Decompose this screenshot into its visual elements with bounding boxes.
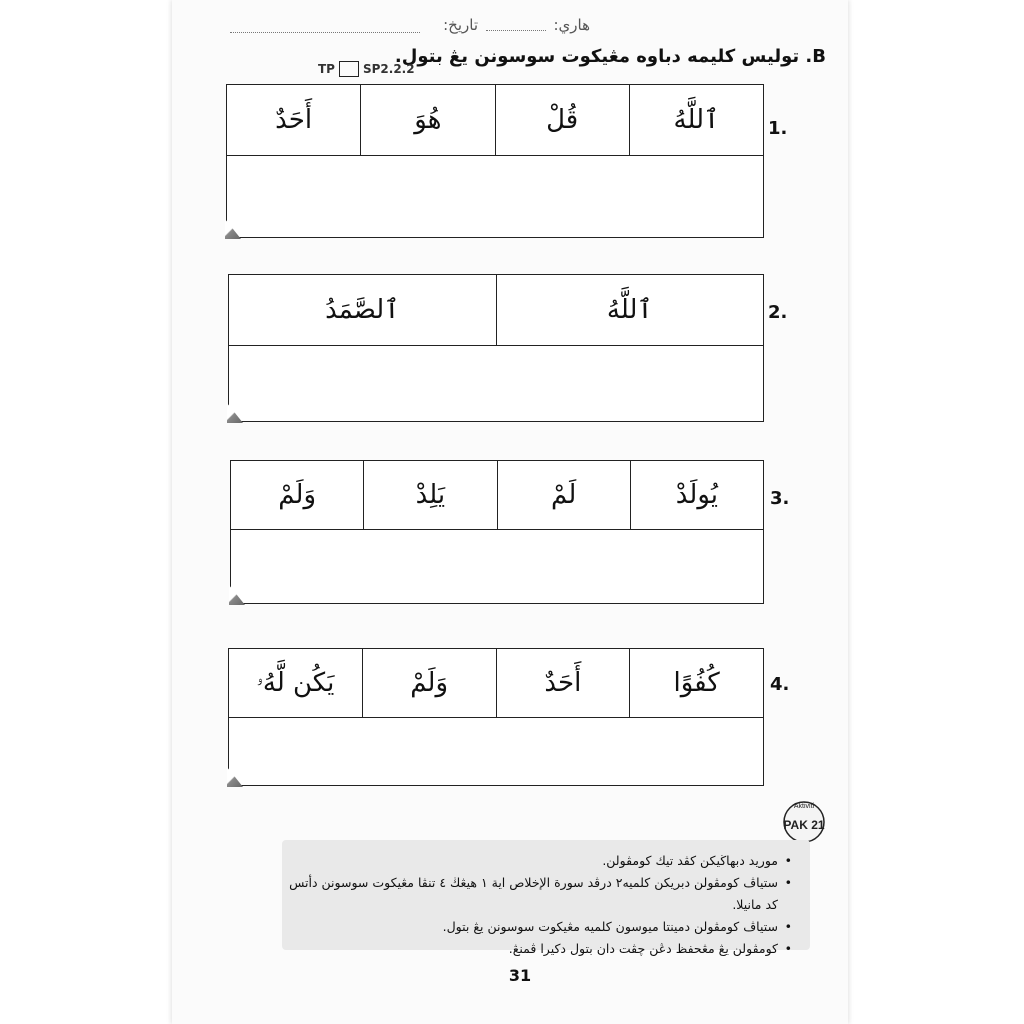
- word-cell: ٱللَّهُ: [629, 85, 763, 155]
- day-label: هاري:: [553, 16, 590, 34]
- note-item: • كومڤولن يڠ مڠحفظ دڠن چڤت دان بتول دكيرا ڤمنڠ.: [282, 938, 778, 960]
- word-cell: أَحَدٌ: [496, 649, 630, 717]
- question-table: [228, 648, 764, 786]
- word-cell: وَلَمْ: [362, 649, 496, 717]
- word-cell: يَكُن لَّهُۥ: [256, 667, 335, 698]
- question-table: [226, 84, 764, 238]
- teacher-notes: [282, 840, 810, 956]
- pak21-badge-icon: [780, 796, 828, 844]
- question-number: 3.: [770, 488, 790, 509]
- word-row: [229, 649, 763, 718]
- note-item: • ستياڤ كومڤولن دبريكن كلميه٢ درڤد سورة الإخلاص اية ١ هيڠڬ ٤ تنڤا مڠيكوت سوسونن دأتس كد مانيلا.: [282, 872, 778, 916]
- word-cell: وَلَمْ: [278, 480, 317, 510]
- question-number: 1.: [768, 118, 788, 139]
- date-label: تاريخ:: [443, 16, 478, 34]
- answer-field[interactable]: [231, 531, 763, 603]
- sp-code: SP2.2.2: [362, 62, 415, 76]
- question-number: 2.: [768, 302, 788, 323]
- tp-indicator: [318, 58, 422, 80]
- tp-checkbox[interactable]: [339, 61, 359, 77]
- word-cell: لَمْ: [497, 461, 630, 529]
- badge-text: PAK 21: [783, 818, 825, 832]
- day-blank: [486, 30, 546, 31]
- word-row: [231, 461, 763, 530]
- date-blank: [230, 32, 420, 33]
- tp-label: TP: [318, 62, 335, 76]
- word-cell: ٱللَّهُ: [496, 275, 764, 345]
- answer-field[interactable]: [229, 347, 763, 421]
- word-row: [229, 275, 763, 346]
- word-cell: أَحَدٌ: [275, 105, 313, 135]
- page-number: 31: [508, 966, 532, 985]
- word-row: [227, 85, 763, 156]
- badge-sub: Aktiviti: [793, 803, 815, 810]
- note-item: • موريد دبهاڬيكن كڤد تيك كومڤولن.: [282, 850, 778, 872]
- question-table: [230, 460, 764, 604]
- word-cell: يَلِدْ: [363, 461, 496, 529]
- word-cell: ٱلصَّمَدُ: [325, 295, 400, 325]
- word-cell: قُلْ: [495, 85, 629, 155]
- note-item: • ستياڤ كومڤولن دمينتا ميوسون كلميه مڠيكوت سوسونن يڠ بتول.: [282, 916, 778, 938]
- word-cell: يُولَدْ: [630, 461, 763, 529]
- word-cell: هُوَ: [360, 85, 494, 155]
- word-cell: كُفُوًا: [629, 649, 763, 717]
- section-letter: B.: [805, 46, 826, 67]
- question-table: [228, 274, 764, 422]
- instruction-text: توليس كليمه دباوه مڠيكوت سوسونن يڠ بتول.: [394, 46, 800, 67]
- answer-field[interactable]: [227, 157, 763, 237]
- header-fields: [230, 14, 590, 40]
- question-number: 4.: [770, 674, 790, 695]
- section-instruction: [394, 46, 826, 80]
- answer-field[interactable]: [229, 719, 763, 785]
